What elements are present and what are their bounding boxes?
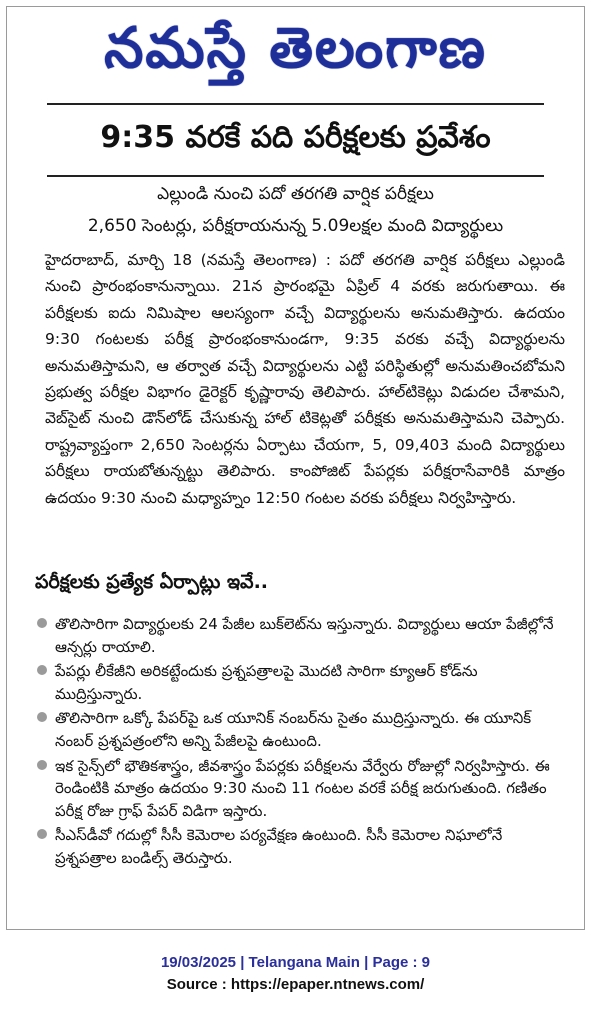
- source-link[interactable]: Source : https://epaper.ntnews.com/: [166, 976, 425, 993]
- arrangements-list: [35, 613, 565, 872]
- article-body: హైదరాబాద్, మార్చి 18 (నమస్తే తెలంగాణ) : పదో తరగతి వార్షిక పరీక్షలు ఎల్లుండి నుంచి ప్రారంభంకానున్నాయి. 21న ప్రారంభమై ఏప్రిల్ 4 వరకు జరుగుతాయి. ఈ పరీక్షలకు ఐదు నిమిషాల ఆలస్యంగా వచ్చే విద్యార్థులను అనుమతిస్తారు. ఉదయం 9:30 గంటలకు పరీక్ష ప్రారంభంకానుండగా, 9:35 వరకు వచ్చే విద్యార్థులను అనుమతిస్తామని, ఆ తర్వాత వచ్చే విద్యార్థులను ఎట్టి పరిస్థితుల్లో అనుమతించబోమని ప్రభుత్వ పరీక్షల విభాగం డైరెక్టర్ కృష్ణారావు తెలిపారు. హాల్‌టికెట్లు విడుదల చేశామని, వెబ్‌సైట్ నుంచి డౌన్‌లోడ్ చేసుకున్న హాల్ టికెట్లతో పరీక్షకు అనుమతిస్తామని చెప్పారు. రాష్ట్రవ్యాప్తంగా 2,650 సెంటర్లను ఏర్పాటు చేయగా, 5, 09,403 మంది విద్యార్థులు పరీక్షలు రాయబోతున్నట్టు తెలిపారు. కాంపోజిట్ పేపర్లకు పరీక్షరాసేవారికి మాత్రం ఉదయం 9:30 నుంచి మధ్యాహ్నం 12:50 గంటల వరకు పరీక్షలు నిర్వహిస్తారు.: [45, 251, 565, 507]
- bullet-icon: [37, 665, 47, 675]
- bullet-icon: [37, 618, 47, 628]
- bullet-icon: [37, 829, 47, 839]
- bullet-icon: [37, 712, 47, 722]
- edition-info: 19/03/2025 | Telangana Main | Page : 9: [160, 954, 431, 971]
- article-headline: 9:35 వరకే పది పరీక్షలకు ప్రవేశం: [100, 120, 491, 155]
- source-footer: [0, 952, 591, 996]
- list-item: తొలిసారిగా ఒక్కో పేపర్‌పై ఒక యూనిక్ నంబర్‌ను సైతం ముద్రిస్తున్నారు. ఈ యూనిక్ నంబర్ ప్రశ్నపత్రంలోని అన్ని పేజీలపై ఉంటుంది.: [35, 707, 565, 752]
- divider-mid: [47, 175, 544, 177]
- list-item: ఇక సైన్స్‌లో భౌతికశాస్త్రం, జీవశాస్త్రం పేపర్లకు పరీక్షలను వేర్వేరు రోజుల్లో నిర్వహిస్తారు. ఈ రెండింటికి మాత్రం ఉదయం 9:30 నుంచి 11 గంటల వరకే పరీక్ష జరుగుతుంది. గణితం పరీక్ష రోజు గ్రాఫ్ పేపర్ విడిగా ఇస్తారు.: [35, 755, 565, 823]
- list-item: తొలిసారిగా విద్యార్థులకు 24 పేజీల బుక్‌లెట్‌ను ఇస్తున్నారు. విద్యార్థులు ఆయా పేజీల్లోనే ఆన్సర్లు రాయాలి.: [35, 613, 565, 658]
- divider-top: [47, 103, 544, 105]
- list-item: పేపర్లు లీకేజీని అరికట్టేందుకు ప్రశ్నపత్రాలపై మొదటి సారిగా క్యూఆర్ కోడ్‌ను ముద్రిస్తున్నారు.: [35, 660, 565, 705]
- bullet-icon: [37, 760, 47, 770]
- article-subhead-1: ఎల్లుండి నుంచి పదో తరగతి వార్షిక పరీక్షలు: [157, 184, 434, 204]
- newspaper-masthead: నమస్తే తెలంగాణ: [104, 16, 487, 81]
- newspaper-clipping: [6, 6, 585, 930]
- article-subhead-2: 2,650 సెంటర్లు, పరీక్షరాయనున్న 5.09లక్షల మంది విద్యార్థులు: [87, 216, 504, 236]
- list-item: సీఎస్‌డీవో గదుల్లో సీసీ కెమెరాల పర్యవేక్షణ ఉంటుంది. సీసీ కెమెరాల నిఘాలోనే ప్రశ్నపత్రాల బండిల్స్ తెరుస్తారు.: [35, 824, 565, 869]
- section-title: పరీక్షలకు ప్రత్యేక ఏర్పాట్లు ఇవే..: [35, 571, 269, 593]
